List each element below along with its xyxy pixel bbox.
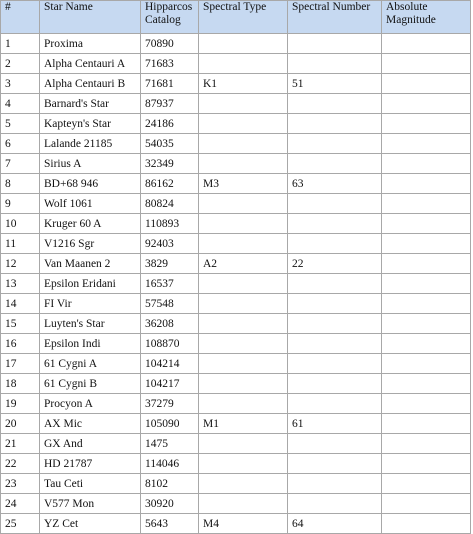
cell-spectral-number (288, 234, 382, 254)
cell-spectral-number (288, 394, 382, 414)
cell-number: 21 (1, 434, 40, 454)
cell-absolute-magnitude (382, 194, 471, 214)
table-row (1, 454, 471, 474)
cell-number: 17 (1, 354, 40, 374)
cell-star-name: 61 Cygni A (40, 354, 141, 374)
cell-hipparcos-catalog: 87937 (141, 94, 199, 114)
cell-number: 22 (1, 454, 40, 474)
cell-number: 10 (1, 214, 40, 234)
cell-hipparcos-catalog: 37279 (141, 394, 199, 414)
cell-hipparcos-catalog: 110893 (141, 214, 199, 234)
cell-absolute-magnitude (382, 434, 471, 454)
table-row (1, 174, 471, 194)
cell-spectral-type (199, 334, 288, 354)
table-body (1, 34, 471, 534)
cell-star-name: Wolf 1061 (40, 194, 141, 214)
table-row (1, 254, 471, 274)
header-row (1, 1, 471, 34)
cell-spectral-number (288, 454, 382, 474)
cell-star-name: HD 21787 (40, 454, 141, 474)
cell-spectral-number (288, 134, 382, 154)
cell-spectral-number (288, 494, 382, 514)
cell-absolute-magnitude (382, 174, 471, 194)
table-header (1, 1, 471, 34)
cell-absolute-magnitude (382, 494, 471, 514)
cell-hipparcos-catalog: 54035 (141, 134, 199, 154)
table-row (1, 214, 471, 234)
cell-number: 4 (1, 94, 40, 114)
cell-star-name: BD+68 946 (40, 174, 141, 194)
cell-absolute-magnitude (382, 514, 471, 534)
cell-spectral-type (199, 474, 288, 494)
cell-spectral-number (288, 274, 382, 294)
cell-number: 5 (1, 114, 40, 134)
cell-number: 23 (1, 474, 40, 494)
table-row (1, 394, 471, 414)
cell-number: 14 (1, 294, 40, 314)
cell-number: 15 (1, 314, 40, 334)
cell-spectral-type: M4 (199, 514, 288, 534)
cell-star-name: V577 Mon (40, 494, 141, 514)
cell-spectral-type (199, 354, 288, 374)
cell-star-name: Luyten's Star (40, 314, 141, 334)
cell-spectral-type (199, 454, 288, 474)
cell-spectral-number: 61 (288, 414, 382, 434)
cell-star-name: Epsilon Indi (40, 334, 141, 354)
cell-absolute-magnitude (382, 74, 471, 94)
cell-spectral-number (288, 434, 382, 454)
cell-number: 18 (1, 374, 40, 394)
table-row (1, 474, 471, 494)
cell-spectral-number: 22 (288, 254, 382, 274)
cell-star-name: Alpha Centauri A (40, 54, 141, 74)
cell-star-name: Kruger 60 A (40, 214, 141, 234)
cell-number: 7 (1, 154, 40, 174)
cell-star-name: Sirius A (40, 154, 141, 174)
cell-star-name: Tau Ceti (40, 474, 141, 494)
cell-number: 19 (1, 394, 40, 414)
cell-star-name: AX Mic (40, 414, 141, 434)
cell-absolute-magnitude (382, 34, 471, 54)
cell-spectral-type: A2 (199, 254, 288, 274)
cell-hipparcos-catalog: 32349 (141, 154, 199, 174)
table-row (1, 94, 471, 114)
table-row (1, 374, 471, 394)
table-row (1, 234, 471, 254)
table-row (1, 34, 471, 54)
cell-number: 20 (1, 414, 40, 434)
cell-hipparcos-catalog: 114046 (141, 454, 199, 474)
cell-number: 24 (1, 494, 40, 514)
cell-hipparcos-catalog: 86162 (141, 174, 199, 194)
cell-spectral-number (288, 94, 382, 114)
cell-hipparcos-catalog: 104217 (141, 374, 199, 394)
table-row (1, 494, 471, 514)
cell-absolute-magnitude (382, 474, 471, 494)
cell-spectral-type (199, 114, 288, 134)
table-row (1, 314, 471, 334)
cell-spectral-number (288, 194, 382, 214)
cell-hipparcos-catalog: 30920 (141, 494, 199, 514)
cell-spectral-number (288, 114, 382, 134)
table-row (1, 114, 471, 134)
table-row (1, 134, 471, 154)
cell-absolute-magnitude (382, 414, 471, 434)
cell-number: 1 (1, 34, 40, 54)
cell-number: 2 (1, 54, 40, 74)
cell-hipparcos-catalog: 16537 (141, 274, 199, 294)
header-star-name: Star Name (40, 1, 141, 34)
cell-spectral-type: M3 (199, 174, 288, 194)
cell-number: 9 (1, 194, 40, 214)
cell-spectral-type (199, 34, 288, 54)
cell-hipparcos-catalog: 71683 (141, 54, 199, 74)
cell-spectral-type (199, 234, 288, 254)
cell-number: 13 (1, 274, 40, 294)
cell-number: 16 (1, 334, 40, 354)
cell-hipparcos-catalog: 5643 (141, 514, 199, 534)
cell-star-name: YZ Cet (40, 514, 141, 534)
cell-spectral-type (199, 274, 288, 294)
cell-absolute-magnitude (382, 334, 471, 354)
cell-absolute-magnitude (382, 94, 471, 114)
cell-spectral-type (199, 154, 288, 174)
cell-number: 12 (1, 254, 40, 274)
cell-star-name: Proxima (40, 34, 141, 54)
cell-number: 6 (1, 134, 40, 154)
cell-spectral-type (199, 294, 288, 314)
table-row (1, 434, 471, 454)
cell-spectral-number (288, 34, 382, 54)
table-row (1, 194, 471, 214)
cell-spectral-number (288, 54, 382, 74)
cell-hipparcos-catalog: 108870 (141, 334, 199, 354)
cell-spectral-number (288, 334, 382, 354)
cell-absolute-magnitude (382, 374, 471, 394)
cell-hipparcos-catalog: 57548 (141, 294, 199, 314)
cell-absolute-magnitude (382, 294, 471, 314)
table-row (1, 154, 471, 174)
cell-spectral-type: K1 (199, 74, 288, 94)
cell-hipparcos-catalog: 104214 (141, 354, 199, 374)
cell-spectral-type (199, 214, 288, 234)
cell-hipparcos-catalog: 92403 (141, 234, 199, 254)
cell-spectral-number (288, 214, 382, 234)
cell-spectral-type (199, 494, 288, 514)
cell-star-name: Kapteyn's Star (40, 114, 141, 134)
table-row (1, 334, 471, 354)
cell-hipparcos-catalog: 1475 (141, 434, 199, 454)
cell-hipparcos-catalog: 36208 (141, 314, 199, 334)
cell-absolute-magnitude (382, 454, 471, 474)
cell-star-name: Van Maanen 2 (40, 254, 141, 274)
cell-absolute-magnitude (382, 214, 471, 234)
header-hipparcos-catalog: Hipparcos Catalog (141, 1, 199, 34)
cell-spectral-type (199, 434, 288, 454)
cell-hipparcos-catalog: 80824 (141, 194, 199, 214)
cell-absolute-magnitude (382, 114, 471, 134)
cell-absolute-magnitude (382, 234, 471, 254)
table-row (1, 54, 471, 74)
table-row (1, 74, 471, 94)
header-absolute-magnitude: Absolute Magnitude (382, 1, 471, 34)
cell-star-name: GX And (40, 434, 141, 454)
table-row (1, 274, 471, 294)
cell-star-name: FI Vir (40, 294, 141, 314)
cell-spectral-type (199, 134, 288, 154)
cell-spectral-number (288, 314, 382, 334)
table-row (1, 294, 471, 314)
cell-spectral-type (199, 94, 288, 114)
cell-hipparcos-catalog: 8102 (141, 474, 199, 494)
cell-absolute-magnitude (382, 134, 471, 154)
table-row (1, 514, 471, 534)
cell-spectral-type (199, 314, 288, 334)
cell-spectral-number: 51 (288, 74, 382, 94)
cell-spectral-number: 63 (288, 174, 382, 194)
cell-star-name: 61 Cygni B (40, 374, 141, 394)
cell-spectral-number: 64 (288, 514, 382, 534)
cell-hipparcos-catalog: 3829 (141, 254, 199, 274)
cell-spectral-number (288, 294, 382, 314)
cell-number: 3 (1, 74, 40, 94)
cell-absolute-magnitude (382, 394, 471, 414)
cell-hipparcos-catalog: 71681 (141, 74, 199, 94)
cell-hipparcos-catalog: 24186 (141, 114, 199, 134)
cell-spectral-type: M1 (199, 414, 288, 434)
cell-number: 8 (1, 174, 40, 194)
table-row (1, 354, 471, 374)
cell-absolute-magnitude (382, 274, 471, 294)
cell-hipparcos-catalog: 70890 (141, 34, 199, 54)
cell-spectral-number (288, 154, 382, 174)
header-spectral-number: Spectral Number (288, 1, 382, 34)
cell-number: 11 (1, 234, 40, 254)
table-row (1, 414, 471, 434)
cell-spectral-type (199, 394, 288, 414)
cell-spectral-number (288, 354, 382, 374)
cell-absolute-magnitude (382, 354, 471, 374)
cell-spectral-type (199, 194, 288, 214)
cell-star-name: Lalande 21185 (40, 134, 141, 154)
cell-spectral-number (288, 374, 382, 394)
header-spectral-type: Spectral Type (199, 1, 288, 34)
cell-absolute-magnitude (382, 254, 471, 274)
cell-star-name: Epsilon Eridani (40, 274, 141, 294)
cell-absolute-magnitude (382, 154, 471, 174)
cell-spectral-type (199, 54, 288, 74)
cell-star-name: Procyon A (40, 394, 141, 414)
cell-spectral-type (199, 374, 288, 394)
cell-star-name: Barnard's Star (40, 94, 141, 114)
cell-star-name: V1216 Sgr (40, 234, 141, 254)
cell-spectral-number (288, 474, 382, 494)
cell-absolute-magnitude (382, 54, 471, 74)
cell-absolute-magnitude (382, 314, 471, 334)
header-number: # (1, 1, 40, 34)
cell-star-name: Alpha Centauri B (40, 74, 141, 94)
cell-number: 25 (1, 514, 40, 534)
cell-hipparcos-catalog: 105090 (141, 414, 199, 434)
